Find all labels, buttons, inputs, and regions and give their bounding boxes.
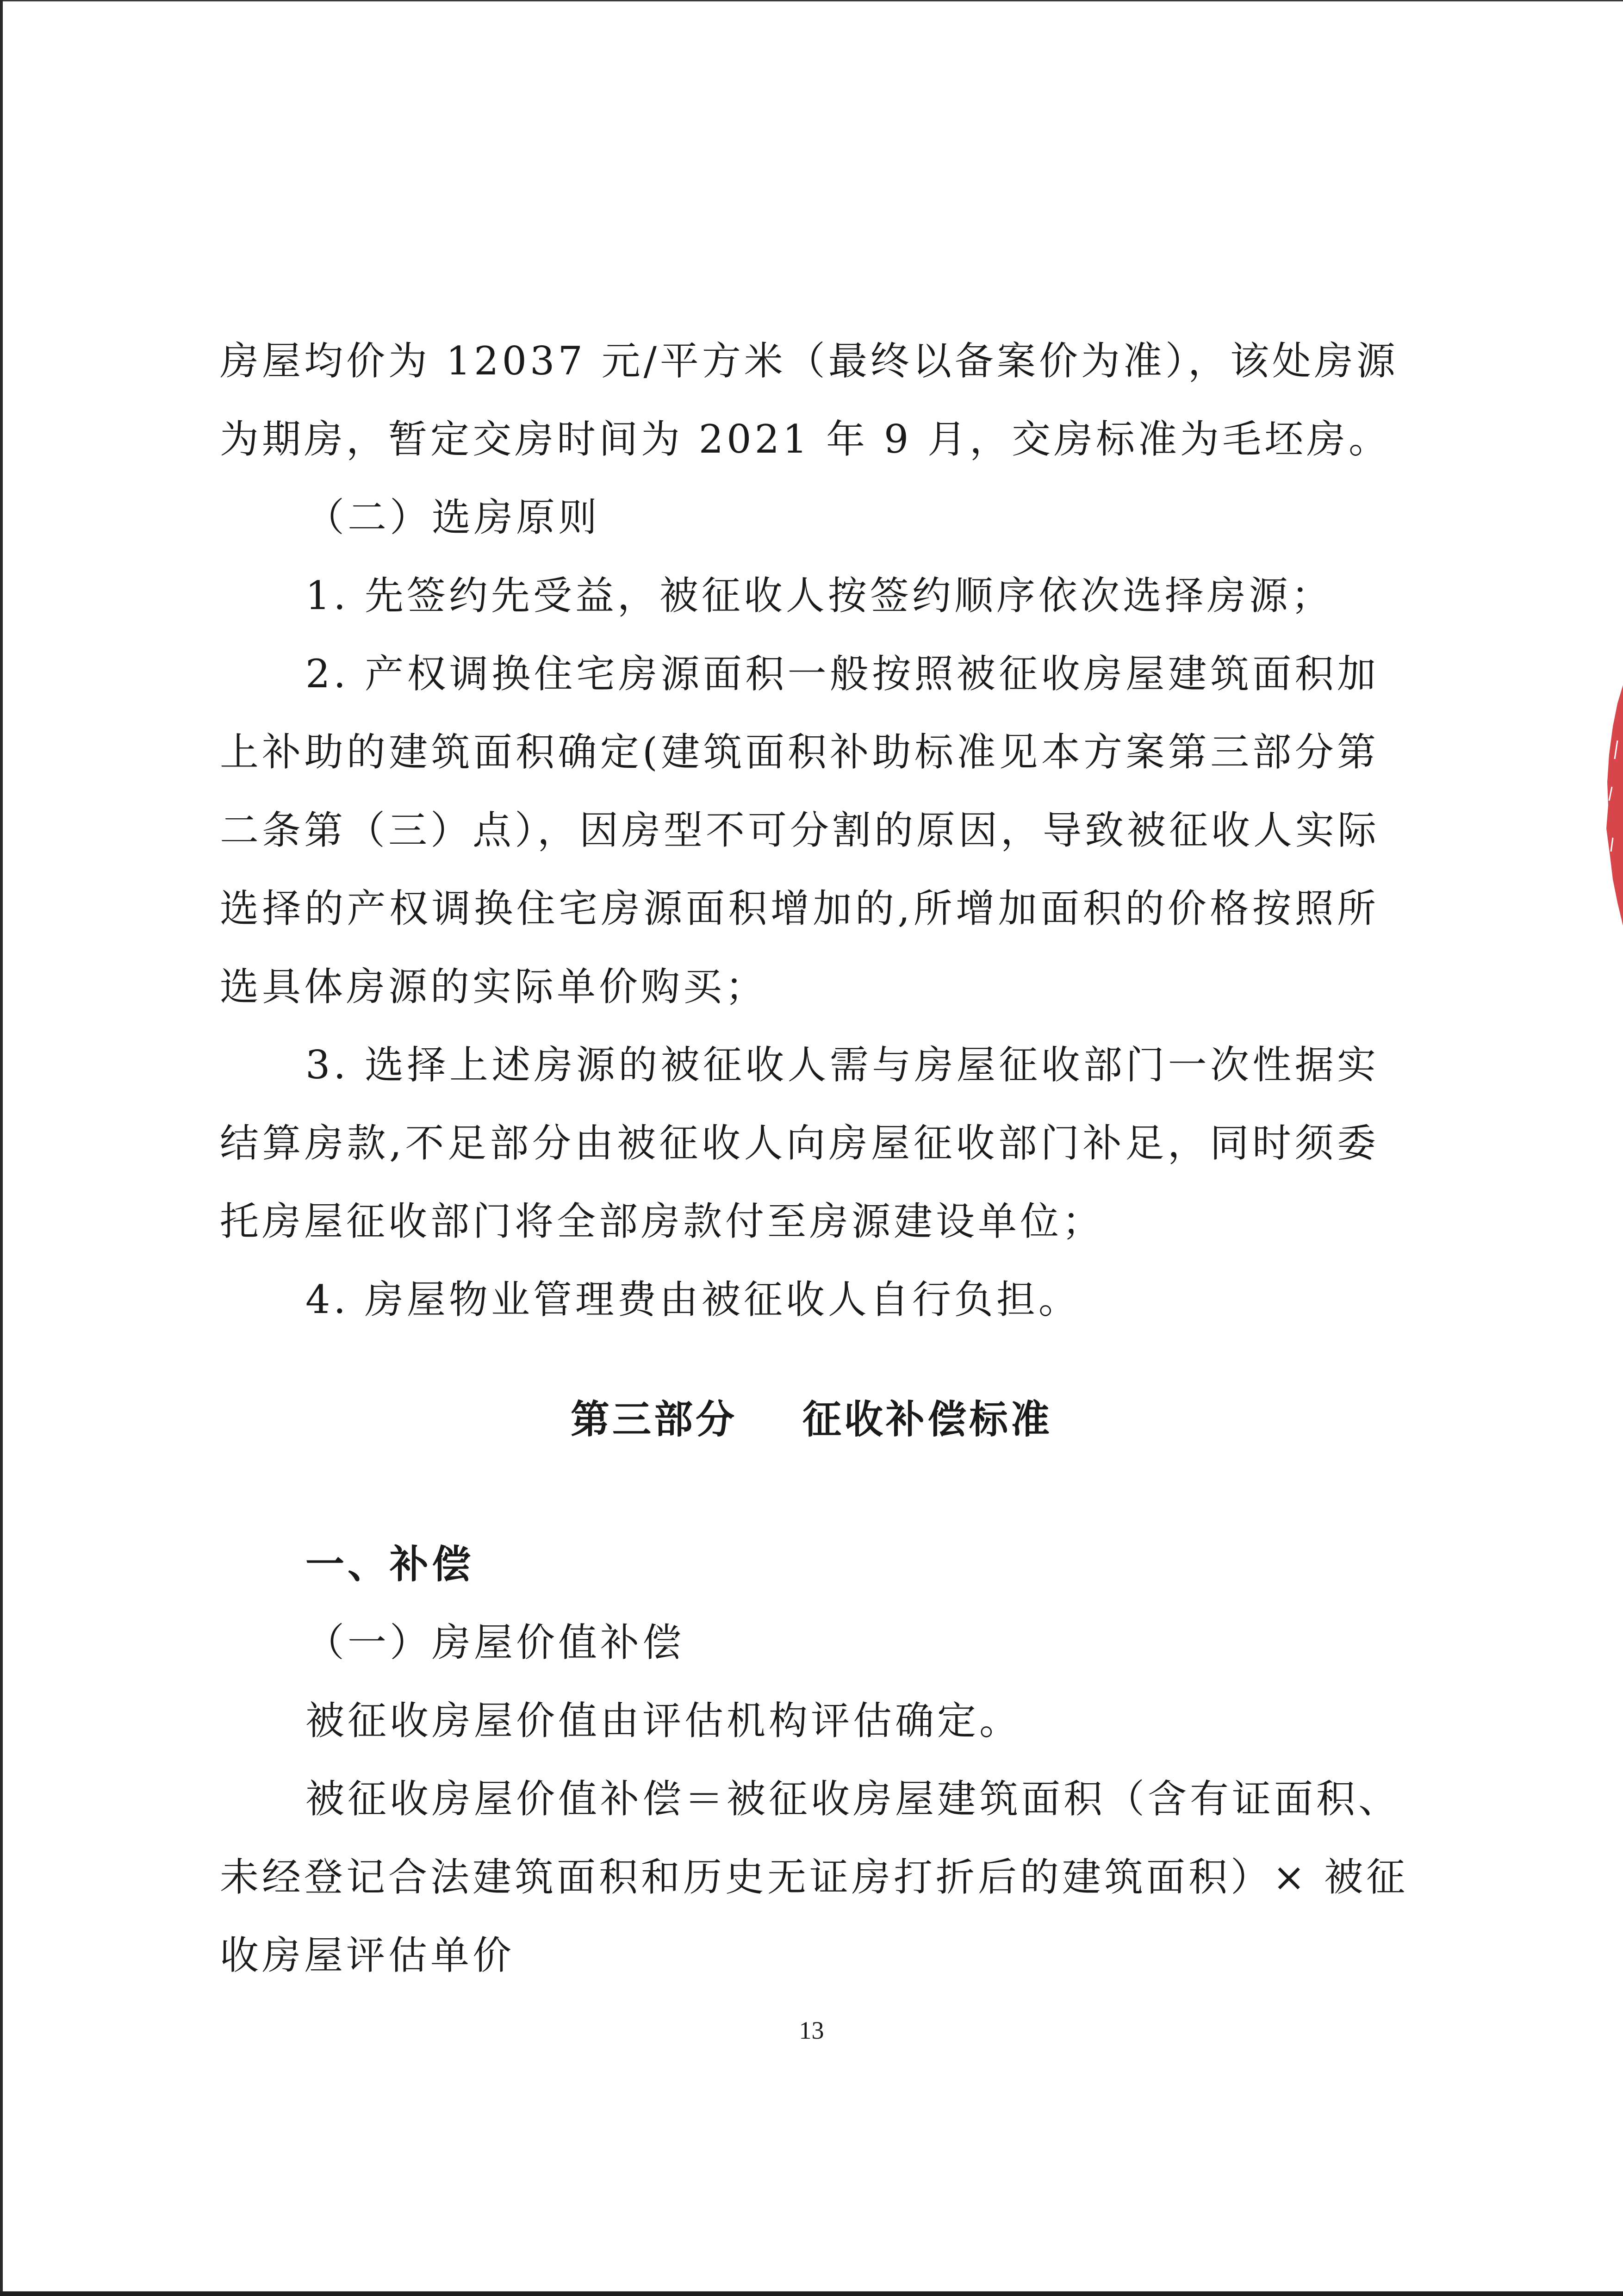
sub-heading-house-value: （一）房屋价值补偿 [305,1620,685,1665]
list-item-2-line: 二条第（三）点），因房型不可分割的原因，导致被征收人实际 [220,808,1380,853]
paragraph-line: 房屋均价为 12037 元/平方米（最终以备案价为准），该处房源 [220,338,1399,384]
formula-line: 收房屋评估单价 [220,1933,515,1978]
list-item-2-line: 上补助的建筑面积确定(建筑面积补助标准见本方案第三部分第 [220,729,1379,775]
list-item-3-line: 结算房款,不足部分由被征收人向房屋征收部门补足，同时须委 [220,1120,1379,1166]
section-title: 第三部分 征收补偿标准 [571,1397,1052,1442]
list-item-1: 1. 先签约先受益，被征收人按签约顺序依次选择房源； [305,573,1333,618]
formula-line: 未经登记合法建筑面积和历史无证房打折后的建筑面积）× 被征 [220,1854,1409,1900]
list-item-4: 4. 房屋物业管理费由被征收人自行负担。 [305,1277,1081,1322]
red-seal-fragment [1599,685,1623,926]
list-item-2-line: 2. 产权调换住宅房源面积一般按照被征收房屋建筑面积加 [305,651,1379,697]
scan-edge-bottom [0,2291,1623,2296]
paragraph-line: 为期房，暂定交房时间为 2021 年 9 月，交房标准为毛坯房。 [220,417,1391,462]
sub-heading-selection-principles: （二）选房原则 [305,495,601,540]
scan-edge-top [0,0,1623,1]
formula-line: 被征收房屋价值补偿＝被征收房屋建筑面积（含有证面积、 [305,1776,1401,1822]
heading-compensation: 一、补偿 [305,1542,474,1587]
page-number: 13 [799,2016,824,2044]
list-item-2-line: 选择的产权调换住宅房源面积增加的,所增加面积的价格按照所 [220,886,1379,931]
scan-edge-left [0,0,3,2296]
paragraph-line: 被征收房屋价值由评估机构评估确定。 [305,1698,1022,1743]
list-item-2-line: 选具体房源的实际单价购买； [220,964,768,1009]
list-item-3-line: 3. 选择上述房源的被征收人需与房屋征收部门一次性据实 [305,1042,1379,1088]
list-item-3-line: 托房屋征收部门将全部房款付至房源建设单位； [220,1199,1105,1244]
